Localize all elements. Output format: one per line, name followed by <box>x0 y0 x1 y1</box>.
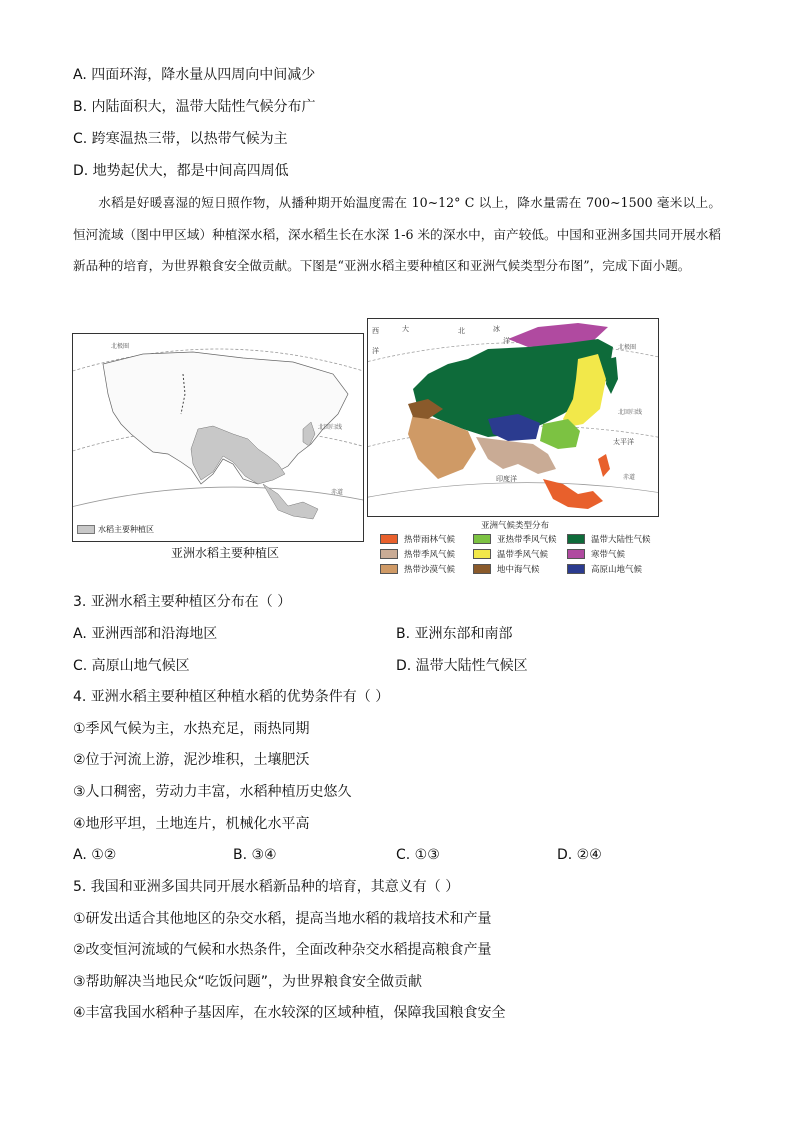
option-b-prev[interactable]: B. 内陆面积大，温带大陆性气候分布广 <box>73 99 316 115</box>
legend-swatch <box>567 534 585 544</box>
q4-item-3: ③人口稠密，劳动力丰富，水稻种植历史悠久 <box>73 784 352 800</box>
q4-stem: 4. 亚洲水稻主要种植区种植水稻的优势条件有（ ） <box>73 689 390 705</box>
q3-stem: 3. 亚洲水稻主要种植区分布在（ ） <box>73 594 292 610</box>
legend-swatch <box>567 549 585 559</box>
legend-swatch <box>567 564 585 574</box>
passage-text: 水稻是好暖喜湿的短日照作物，从播种期开始温度需在 10~12° C 以上，降水量需在 700~1500 毫米以上。恒河流域（图中甲区域）种植深水稻，深水稻生长在水深 1-6 米的深水中，亩产较低。中国和亚洲多国共同开展水稻新品种的培育，为世界粮食安全做贡献。下图是“亚洲水稻主要种植区和亚洲气候类型分布图”，完成下面小题。 <box>73 195 721 273</box>
legend-item: 热带沙漠气候 <box>380 563 455 575</box>
q4-option-c[interactable]: C. ①③ <box>396 847 440 863</box>
q4-item-4: ④地形平坦，土地连片，机械化水平高 <box>73 816 310 832</box>
right-map-arctic-label: 北极圈 <box>618 344 637 351</box>
right-map-tropic-label: 北回归线 <box>618 409 643 416</box>
q5-item-3: ③帮助解决当地民众“吃饭问题”，为世界粮食安全做贡献 <box>73 974 423 990</box>
right-map-equator-label: 赤道 <box>623 474 636 481</box>
legend-item: 地中海气候 <box>473 563 540 575</box>
ocean-label-bei: 北 <box>458 327 465 335</box>
legend-swatch <box>380 534 398 544</box>
rice-area-legend-label: 水稻主要种植区 <box>98 525 154 534</box>
left-map-equator-label: 赤道 <box>331 489 344 496</box>
legend-swatch <box>473 549 491 559</box>
ocean-label-indian: 印度洋 <box>496 475 517 483</box>
left-map-arctic-label: 北极圈 <box>111 343 130 350</box>
q4-option-d[interactable]: D. ②④ <box>557 847 602 863</box>
ocean-label-yang: 洋 <box>372 347 379 355</box>
legend-item: 亚热带季风气候 <box>473 533 557 545</box>
climate-map <box>367 318 659 517</box>
left-map-legend <box>77 524 154 535</box>
q5-item-2: ②改变恒河流域的气候和水热条件，全面改种杂交水稻提高粮食产量 <box>73 942 492 958</box>
option-d-prev[interactable]: D. 地势起伏大，都是中间高四周低 <box>73 163 289 179</box>
ocean-label-north-yang: 洋 <box>503 337 510 345</box>
rice-area-map-svg <box>73 334 363 541</box>
legend-swatch <box>473 534 491 544</box>
legend-item: 寒带气候 <box>567 548 625 560</box>
q3-option-c[interactable]: C. 高原山地气候区 <box>73 658 190 674</box>
q3-option-b[interactable]: B. 亚洲东部和南部 <box>396 626 513 642</box>
legend-swatch <box>380 564 398 574</box>
legend-swatch <box>473 564 491 574</box>
legend-item: 热带雨林气候 <box>380 533 455 545</box>
passage <box>73 187 721 282</box>
legend-item: 高原山地气候 <box>567 563 642 575</box>
climate-map-svg <box>368 319 658 516</box>
q3-option-a[interactable]: A. 亚洲西部和沿海地区 <box>73 626 218 642</box>
legend-item: 温带大陆性气候 <box>567 533 651 545</box>
legend-item: 温带季风气候 <box>473 548 548 560</box>
q4-item-2: ②位于河流上游，泥沙堆积，土壤肥沃 <box>73 752 310 768</box>
ocean-label-west: 西 <box>372 327 379 335</box>
ocean-label-da: 大 <box>402 325 409 333</box>
q5-stem: 5. 我国和亚洲多国共同开展水稻新品种的培育，其意义有（ ） <box>73 879 460 895</box>
ocean-label-ice: 冰 <box>493 325 500 333</box>
left-map-caption: 亚洲水稻主要种植区 <box>171 546 280 560</box>
climate-legend-title: 亚洲气候类型分布 <box>481 521 550 531</box>
q5-item-1: ①研发出适合其他地区的杂交水稻，提高当地水稻的栽培技术和产量 <box>73 911 492 927</box>
option-c-prev[interactable]: C. 跨寒温热三带，以热带气候为主 <box>73 131 288 147</box>
q3-option-d[interactable]: D. 温带大陆性气候区 <box>396 658 528 674</box>
rice-area-map <box>72 333 364 542</box>
option-a-prev[interactable]: A. 四面环海，降水量从四周向中间减少 <box>73 67 316 83</box>
legend-item: 热带季风气候 <box>380 548 455 560</box>
ocean-label-pacific: 太平洋 <box>613 438 634 446</box>
q4-option-a[interactable]: A. ①② <box>73 847 117 863</box>
rice-area-swatch <box>77 525 95 534</box>
q4-option-b[interactable]: B. ③④ <box>233 847 277 863</box>
q4-item-1: ①季风气候为主，水热充足，雨热同期 <box>73 721 310 737</box>
left-map-tropic-label: 北回归线 <box>318 424 343 431</box>
q5-item-4: ④丰富我国水稻种子基因库，在水较深的区域种植，保障我国粮食安全 <box>73 1005 506 1021</box>
legend-swatch <box>380 549 398 559</box>
